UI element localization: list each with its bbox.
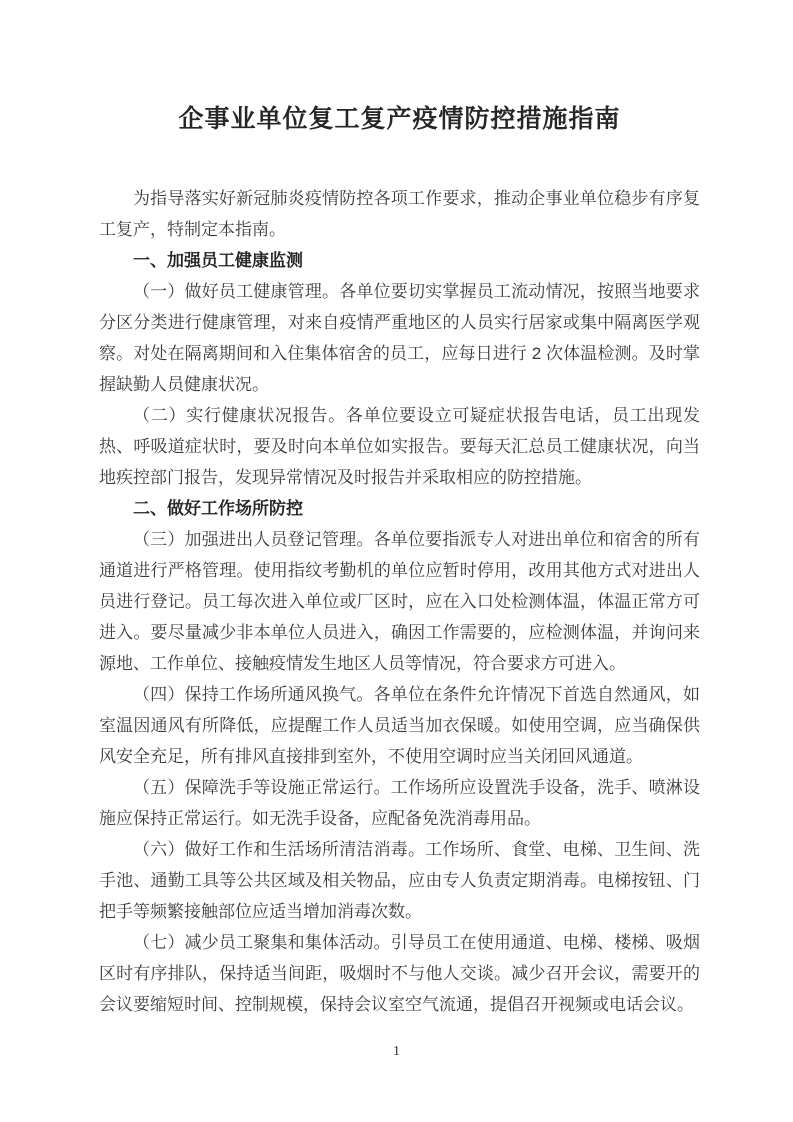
document-body [99, 183, 700, 1020]
intro-paragraph: 为指导落实好新冠肺炎疫情防控各项工作要求，推动企事业单位稳步有序复工复产，特制定本指南。 [99, 189, 700, 239]
section-2-paragraph-3: （五）保障洗手等设施正常运行。工作场所应设置洗手设备，洗手、喷淋设施应保持正常运行。如无洗手设备，应配备免洗消毒用品。 [99, 778, 700, 828]
section-2-heading: 二、做好工作场所防控 [133, 499, 303, 518]
section-2-paragraph-4: （六）做好工作和生活场所清洁消毒。工作场所、食堂、电梯、卫生间、洗手池、通勤工具等公共区域及相关物品，应由专人负责定期消毒。电梯按钮、门把手等频繁接触部位应适当增加消毒次数。 [99, 840, 700, 921]
section-1-paragraph-1: （一）做好员工健康管理。各单位要切实掌握员工流动情况，按照当地要求分区分类进行健康管理，对来自疫情严重地区的人员实行居家或集中隔离医学观察。对处在隔离期间和入住集体宿舍的员工，应每日进行 2 次体温检测。及时掌握缺勤人员健康状况。 [99, 282, 700, 394]
section-1-paragraph-2: （二）实行健康状况报告。各单位要设立可疑症状报告电话，员工出现发热、呼吸道症状时，要及时向本单位如实报告。要每天汇总员工健康状况，向当地疾控部门报告，发现异常情况及时报告并采取相应的防控措施。 [99, 406, 700, 487]
section-2-paragraph-2: （四）保持工作场所通风换气。各单位在条件允许情况下首选自然通风，如室温因通风有所降低，应提醒工作人员适当加衣保暖。如使用空调，应当确保供风安全充足，所有排风直接排到室外，不使用空调时应当关闭回风通道。 [99, 685, 700, 766]
section-1-heading: 一、加强员工健康监测 [133, 251, 303, 270]
section-2-paragraph-5: （七）减少员工聚集和集体活动。引导员工在使用通道、电梯、楼梯、吸烟区时有序排队，保持适当间距，吸烟时不与他人交谈。减少召开会议，需要开的会议要缩短时间、控制规模，保持会议室空气流通，提倡召开视频或电话会议。 [99, 933, 700, 1014]
section-2-paragraph-1: （三）加强进出人员登记管理。各单位要指派专人对进出单位和宿舍的所有通道进行严格管理。使用指纹考勤机的单位应暂时停用，改用其他方式对进出人员进行登记。员工每次进入单位或厂区时，应在入口处检测体温，体温正常方可进入。要尽量减少非本单位人员进入，确因工作需要的，应检测体温，并询问来源地、工作单位、接触疫情发生地区人员等情况，符合要求方可进入。 [99, 530, 700, 673]
document-title: 企事业单位复工复产疫情防控措施指南 [178, 106, 621, 133]
page-number: 1 [393, 1044, 400, 1059]
